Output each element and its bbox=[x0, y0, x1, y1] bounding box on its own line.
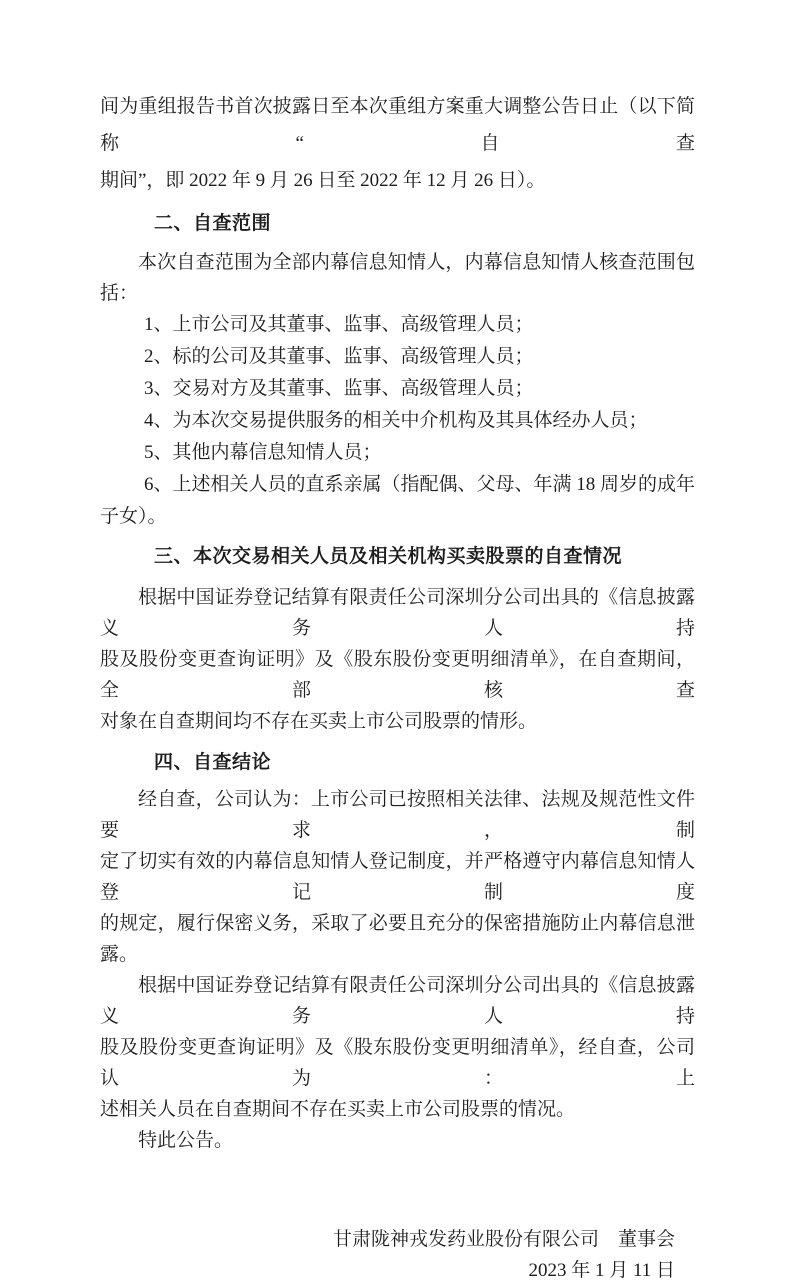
section-4-heading: 四、自查结论 bbox=[154, 752, 272, 773]
section-4-para-1-line-3: 的规定，履行保密义务，采取了必要且充分的保密措施防止内幕信息泄露。 bbox=[100, 913, 695, 965]
section-4-para-1-line-2: 定了切实有效的内幕信息知情人登记制度，并严格遵守内幕信息知情人登记制度 bbox=[100, 851, 695, 903]
section-4-para-1-line-1: 经自查，公司认为：上市公司已按照相关法律、法规及规范性文件要求，制 bbox=[100, 789, 695, 841]
list-item-3: 3、交易对方及其董事、监事、高级管理人员； bbox=[144, 378, 534, 399]
signature-date: 2023 年 1 月 11 日 bbox=[528, 1260, 675, 1281]
list-item-4: 4、为本次交易提供服务的相关中介机构及其具体经办人员； bbox=[144, 410, 648, 431]
section-2-item-list bbox=[100, 309, 695, 533]
closing-statement: 特此公告。 bbox=[138, 1130, 234, 1151]
list-item-5: 5、其他内幕信息知情人员； bbox=[144, 442, 382, 463]
opening-paragraph-line-1: 间为重组报告书首次披露日至本次重组方案重大调整公告日止（以下简称“自查 bbox=[100, 96, 695, 154]
section-4-paragraph-2 bbox=[100, 970, 695, 1125]
section-4-paragraph-1 bbox=[100, 784, 695, 970]
section-3-paragraph bbox=[100, 582, 695, 737]
opening-paragraph bbox=[100, 88, 695, 199]
section-3-line-3: 对象在自查期间均不存在买卖上市公司股票的情形。 bbox=[100, 711, 538, 732]
signature-company: 甘肃陇神戎发药业股份有限公司 董事会 bbox=[332, 1229, 675, 1250]
section-3-line-1: 根据中国证券登记结算有限责任公司深圳分公司出具的《信息披露义务人持 bbox=[100, 587, 695, 639]
section-4-para-2-line-3: 述相关人员在自查期间不存在买卖上市公司股票的情况。 bbox=[100, 1099, 576, 1120]
list-item-1: 1、上市公司及其董事、监事、高级管理人员； bbox=[144, 314, 534, 335]
section-2-heading: 二、自查范围 bbox=[154, 213, 272, 234]
section-3-heading: 三、本次交易相关人员及相关机构买卖股票的自查情况 bbox=[154, 546, 623, 567]
section-3-line-2: 股及股份变更查询证明》及《股东股份变更明细清单》，在自查期间，全部核查 bbox=[100, 649, 695, 701]
section-4-para-2-line-2: 股及股份变更查询证明》及《股东股份变更明细清单》，经自查，公司认为：上 bbox=[100, 1037, 695, 1089]
section-2-intro: 本次自查范围为全部内幕信息知情人，内幕信息知情人核查范围包括： bbox=[100, 252, 695, 304]
list-item-6: 6、上述相关人员的直系亲属（指配偶、父母、年满 18 周岁的成年子女）。 bbox=[100, 474, 696, 527]
opening-paragraph-line-2: 期间”，即 2022 年 9 月 26 日至 2022 年 12 月 26 日）。 bbox=[100, 170, 546, 191]
signature-block bbox=[100, 1224, 695, 1286]
section-4-para-2-line-1: 根据中国证券登记结算有限责任公司深圳分公司出具的《信息披露义务人持 bbox=[100, 975, 695, 1027]
list-item-2: 2、标的公司及其董事、监事、高级管理人员； bbox=[144, 346, 534, 367]
